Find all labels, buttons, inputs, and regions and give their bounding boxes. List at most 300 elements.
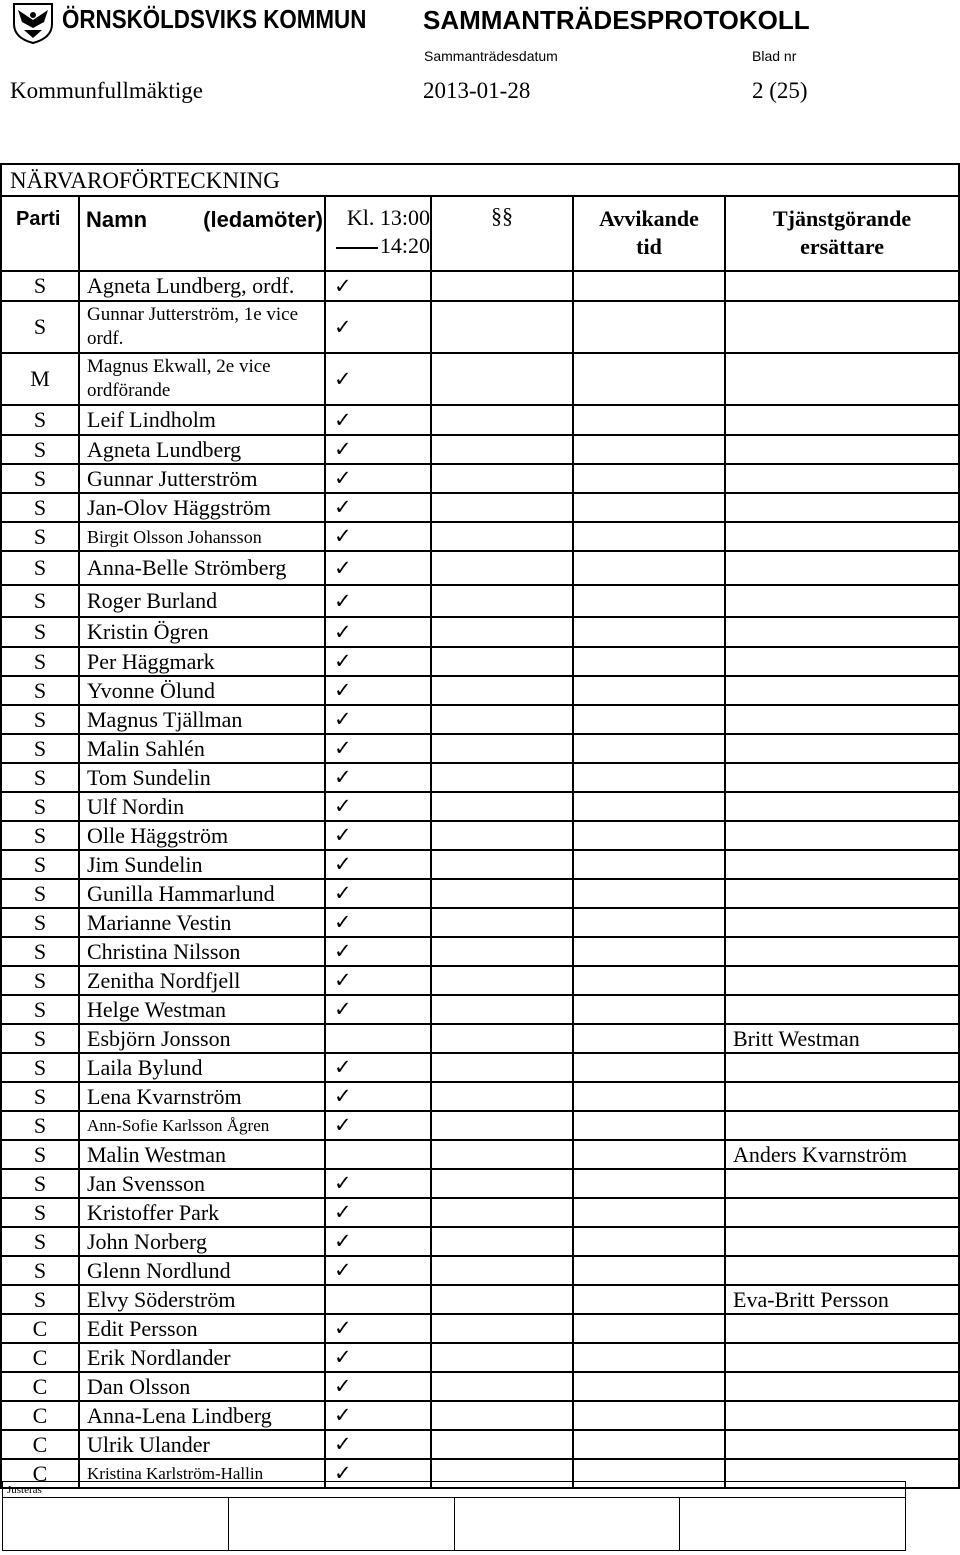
party-cell: S xyxy=(1,734,79,763)
deviating-time-cell xyxy=(573,1314,725,1343)
paragraph-cell xyxy=(431,1285,573,1314)
substitute-cell xyxy=(725,821,959,850)
signature-table xyxy=(2,1481,906,1551)
party-cell: S xyxy=(1,271,79,301)
deviating-time-cell xyxy=(573,464,725,493)
party-cell: S xyxy=(1,435,79,464)
paragraph-cell xyxy=(431,405,573,435)
present-cell xyxy=(325,1111,431,1140)
present-cell xyxy=(325,551,431,585)
signature-box xyxy=(454,1498,680,1551)
deviating-time-cell xyxy=(573,879,725,908)
substitute-cell xyxy=(725,301,959,353)
party-cell: S xyxy=(1,763,79,792)
member-name-cell: Ulf Nordin xyxy=(79,792,325,821)
deviating-time-cell xyxy=(573,1111,725,1140)
checkmark-icon: ✓ xyxy=(334,1345,352,1369)
substitute-cell xyxy=(725,647,959,676)
substitute-cell xyxy=(725,493,959,522)
checkmark-icon: ✓ xyxy=(334,881,352,905)
table-row xyxy=(1,493,959,522)
paragraph-cell xyxy=(431,493,573,522)
substitute-cell xyxy=(725,1343,959,1372)
member-name-cell: Kristin Ögren xyxy=(79,617,325,647)
checkmark-icon: ✓ xyxy=(334,852,352,876)
deviating-time-cell xyxy=(573,493,725,522)
substitute-cell xyxy=(725,1430,959,1459)
present-cell xyxy=(325,353,431,405)
paragraph-cell xyxy=(431,617,573,647)
substitute-cell xyxy=(725,1401,959,1430)
checkmark-icon: ✓ xyxy=(334,407,352,432)
table-row xyxy=(1,1430,959,1459)
paragraph-cell xyxy=(431,1111,573,1140)
present-cell xyxy=(325,1285,431,1314)
present-cell xyxy=(325,676,431,705)
member-name-cell: Anna-Belle Strömberg xyxy=(79,551,325,585)
present-cell xyxy=(325,1401,431,1430)
deviating-time-cell xyxy=(573,676,725,705)
party-cell: C xyxy=(1,1401,79,1430)
deviating-time-cell xyxy=(573,1053,725,1082)
paragraph-cell xyxy=(431,995,573,1024)
member-name-cell: Dan Olsson xyxy=(79,1372,325,1401)
member-name-cell: Roger Burland xyxy=(79,585,325,617)
checkmark-icon: ✓ xyxy=(334,794,352,818)
present-cell xyxy=(325,1082,431,1111)
deviating-time-cell xyxy=(573,435,725,464)
deviating-time-cell xyxy=(573,1169,725,1198)
present-cell xyxy=(325,995,431,1024)
substitute-cell xyxy=(725,617,959,647)
member-name-cell: Glenn Nordlund xyxy=(79,1256,325,1285)
table-row xyxy=(1,879,959,908)
table-row xyxy=(1,1285,959,1314)
deviating-time-cell xyxy=(573,1227,725,1256)
table-row xyxy=(1,585,959,617)
header-party: Parti xyxy=(1,196,79,271)
party-cell: C xyxy=(1,1314,79,1343)
table-row xyxy=(1,966,959,995)
member-name-cell: Jim Sundelin xyxy=(79,850,325,879)
substitute-cell xyxy=(725,1256,959,1285)
present-cell xyxy=(325,1053,431,1082)
party-cell: S xyxy=(1,1082,79,1111)
substitute-cell xyxy=(725,1053,959,1082)
substitute-cell xyxy=(725,585,959,617)
paragraph-cell xyxy=(431,435,573,464)
table-title: NÄRVAROFÖRTECKNING xyxy=(1,164,959,196)
paragraph-cell xyxy=(431,908,573,937)
deviating-time-cell xyxy=(573,705,725,734)
checkmark-icon: ✓ xyxy=(334,1258,352,1282)
paragraph-cell xyxy=(431,879,573,908)
party-cell: S xyxy=(1,1111,79,1140)
checkmark-icon: ✓ xyxy=(334,678,352,702)
paragraph-cell xyxy=(431,1024,573,1053)
deviating-time-cell xyxy=(573,1198,725,1227)
paragraph-cell xyxy=(431,850,573,879)
checkmark-icon: ✓ xyxy=(334,1084,352,1108)
present-cell xyxy=(325,821,431,850)
checkmark-icon: ✓ xyxy=(334,736,352,760)
party-cell: S xyxy=(1,821,79,850)
member-name-cell: Gunilla Hammarlund xyxy=(79,879,325,908)
present-cell xyxy=(325,1198,431,1227)
member-name-cell: Magnus Tjällman xyxy=(79,705,325,734)
checkmark-icon: ✓ xyxy=(334,1113,352,1137)
paragraph-cell xyxy=(431,1430,573,1459)
deviating-time-cell xyxy=(573,271,725,301)
checkmark-icon: ✓ xyxy=(334,939,352,963)
present-cell xyxy=(325,734,431,763)
present-cell xyxy=(325,1256,431,1285)
substitute-cell xyxy=(725,937,959,966)
deviating-time-cell xyxy=(573,353,725,405)
checkmark-icon: ✓ xyxy=(334,366,352,391)
checkmark-icon: ✓ xyxy=(334,495,352,519)
paragraph-cell xyxy=(431,1227,573,1256)
deviating-time-cell xyxy=(573,734,725,763)
deviating-time-cell xyxy=(573,405,725,435)
substitute-cell xyxy=(725,908,959,937)
member-name-cell: Jan Svensson xyxy=(79,1169,325,1198)
header-substitute: Tjänstgörande ersättare xyxy=(725,196,959,271)
signed-label: Justeras xyxy=(3,1482,906,1498)
substitute-cell xyxy=(725,792,959,821)
paragraph-cell xyxy=(431,301,573,353)
table-row xyxy=(1,1343,959,1372)
table-row xyxy=(1,763,959,792)
paragraph-cell xyxy=(431,1372,573,1401)
table-row xyxy=(1,647,959,676)
paragraph-cell xyxy=(431,937,573,966)
substitute-cell xyxy=(725,763,959,792)
member-name-cell: Laila Bylund xyxy=(79,1053,325,1082)
table-row xyxy=(1,821,959,850)
paragraph-cell xyxy=(431,585,573,617)
checkmark-icon: ✓ xyxy=(334,997,352,1021)
present-cell xyxy=(325,1169,431,1198)
table-row xyxy=(1,1198,959,1227)
substitute-cell xyxy=(725,734,959,763)
deviating-time-cell xyxy=(573,1343,725,1372)
deviating-time-cell xyxy=(573,763,725,792)
attendance-table xyxy=(0,163,960,1489)
document-type: SAMMANTRÄDESPROTOKOLL xyxy=(423,5,810,35)
member-name-cell: Gunnar Jutterström xyxy=(79,464,325,493)
substitute-cell: Britt Westman xyxy=(725,1024,959,1053)
member-name-cell: Malin Sahlén xyxy=(79,734,325,763)
deviating-time-cell xyxy=(573,585,725,617)
party-cell: C xyxy=(1,1372,79,1401)
party-cell: S xyxy=(1,1227,79,1256)
party-cell: S xyxy=(1,937,79,966)
checkmark-icon: ✓ xyxy=(334,968,352,992)
deviating-time-cell xyxy=(573,1285,725,1314)
party-cell: S xyxy=(1,301,79,353)
paragraph-cell xyxy=(431,734,573,763)
table-row xyxy=(1,1372,959,1401)
substitute-cell xyxy=(725,1198,959,1227)
table-row xyxy=(1,1053,959,1082)
table-row xyxy=(1,1227,959,1256)
substitute-cell xyxy=(725,1111,959,1140)
party-cell: S xyxy=(1,551,79,585)
present-cell xyxy=(325,705,431,734)
paragraph-cell xyxy=(431,1082,573,1111)
party-cell: S xyxy=(1,676,79,705)
checkmark-icon: ✓ xyxy=(334,823,352,847)
member-name-cell: Olle Häggström xyxy=(79,821,325,850)
party-cell: S xyxy=(1,908,79,937)
double-section-sign-icon: §§ xyxy=(491,203,513,228)
present-cell xyxy=(325,1314,431,1343)
checkmark-icon: ✓ xyxy=(334,619,352,644)
checkmark-icon: ✓ xyxy=(334,1461,352,1485)
member-name-cell: Edit Persson xyxy=(79,1314,325,1343)
present-cell xyxy=(325,879,431,908)
header-name: Namn (ledamöter) xyxy=(79,196,325,271)
table-row xyxy=(1,937,959,966)
deviating-time-cell xyxy=(573,1256,725,1285)
paragraph-cell xyxy=(431,647,573,676)
substitute-cell xyxy=(725,405,959,435)
member-name-cell: Leif Lindholm xyxy=(79,405,325,435)
checkmark-icon: ✓ xyxy=(334,1200,352,1224)
paragraph-cell xyxy=(431,1140,573,1169)
member-name-cell: Jan-Olov Häggström xyxy=(79,493,325,522)
paragraph-cell xyxy=(431,676,573,705)
signature-box xyxy=(3,1498,229,1551)
table-row xyxy=(1,1140,959,1169)
table-row xyxy=(1,1169,959,1198)
deviating-time-cell xyxy=(573,995,725,1024)
header-deviating-time: Avvikande tid xyxy=(573,196,725,271)
substitute-cell xyxy=(725,353,959,405)
substitute-cell xyxy=(725,464,959,493)
member-name-cell: Marianne Vestin xyxy=(79,908,325,937)
member-name-cell: Magnus Ekwall, 2e vice ordförande xyxy=(79,353,325,405)
paragraph-cell xyxy=(431,522,573,551)
deviating-time-cell xyxy=(573,617,725,647)
paragraph-cell xyxy=(431,551,573,585)
table-row xyxy=(1,1256,959,1285)
deviating-time-cell xyxy=(573,966,725,995)
member-name-cell: John Norberg xyxy=(79,1227,325,1256)
deviating-time-cell xyxy=(573,850,725,879)
member-name-cell: Agneta Lundberg xyxy=(79,435,325,464)
deviating-time-cell xyxy=(573,301,725,353)
present-cell xyxy=(325,908,431,937)
checkmark-icon: ✓ xyxy=(334,524,352,548)
deviating-time-cell xyxy=(573,937,725,966)
checkmark-icon: ✓ xyxy=(334,1229,352,1253)
paragraph-cell xyxy=(431,1198,573,1227)
substitute-cell xyxy=(725,1169,959,1198)
paragraph-cell xyxy=(431,353,573,405)
member-name-cell: Yvonne Ölund xyxy=(79,676,325,705)
table-row xyxy=(1,301,959,353)
paragraph-cell xyxy=(431,1401,573,1430)
deviating-time-cell xyxy=(573,1401,725,1430)
substitute-cell xyxy=(725,271,959,301)
table-row xyxy=(1,617,959,647)
paragraph-cell xyxy=(431,763,573,792)
party-cell: S xyxy=(1,1053,79,1082)
present-cell xyxy=(325,301,431,353)
party-cell: C xyxy=(1,1459,79,1488)
substitute-cell: Eva-Britt Persson xyxy=(725,1285,959,1314)
municipality-name: ÖRNSKÖLDSVIKS KOMMUN xyxy=(62,4,367,34)
present-cell xyxy=(325,1343,431,1372)
member-name-cell: Malin Westman xyxy=(79,1140,325,1169)
party-cell: S xyxy=(1,1285,79,1314)
checkmark-icon: ✓ xyxy=(334,437,352,461)
table-row xyxy=(1,1024,959,1053)
member-name-cell: Per Häggmark xyxy=(79,647,325,676)
present-cell xyxy=(325,763,431,792)
deviating-time-cell xyxy=(573,522,725,551)
substitute-cell xyxy=(725,850,959,879)
member-name-cell: Anna-Lena Lindberg xyxy=(79,1401,325,1430)
paragraph-cell xyxy=(431,705,573,734)
checkmark-icon: ✓ xyxy=(334,707,352,731)
paragraph-cell xyxy=(431,464,573,493)
substitute-cell xyxy=(725,1314,959,1343)
table-row xyxy=(1,435,959,464)
party-cell: S xyxy=(1,850,79,879)
table-row xyxy=(1,908,959,937)
checkmark-icon: ✓ xyxy=(334,588,352,613)
member-name-cell: Birgit Olsson Johansson xyxy=(79,522,325,551)
meeting-date: 2013-01-28 xyxy=(423,78,531,103)
substitute-cell xyxy=(725,705,959,734)
deviating-time-cell xyxy=(573,551,725,585)
present-cell xyxy=(325,405,431,435)
table-row xyxy=(1,522,959,551)
present-cell xyxy=(325,792,431,821)
present-cell xyxy=(325,435,431,464)
substitute-cell xyxy=(725,522,959,551)
paragraph-cell xyxy=(431,1169,573,1198)
deviating-time-cell xyxy=(573,1082,725,1111)
member-name-cell: Zenitha Nordfjell xyxy=(79,966,325,995)
party-cell: M xyxy=(1,353,79,405)
party-cell: S xyxy=(1,585,79,617)
paragraph-cell xyxy=(431,1343,573,1372)
header-mark xyxy=(431,196,573,271)
party-cell: S xyxy=(1,647,79,676)
present-cell xyxy=(325,271,431,301)
table-row xyxy=(1,792,959,821)
party-cell: S xyxy=(1,966,79,995)
paragraph-cell xyxy=(431,821,573,850)
substitute-cell xyxy=(725,1082,959,1111)
present-cell xyxy=(325,464,431,493)
present-cell xyxy=(325,522,431,551)
checkmark-icon: ✓ xyxy=(334,273,352,298)
table-row xyxy=(1,551,959,585)
party-cell: S xyxy=(1,522,79,551)
member-name-cell: Kristina Karlström-Hallin xyxy=(79,1459,325,1488)
party-cell: S xyxy=(1,493,79,522)
table-row xyxy=(1,405,959,435)
present-cell xyxy=(325,1227,431,1256)
paragraph-cell xyxy=(431,271,573,301)
member-name-cell: Erik Nordlander xyxy=(79,1343,325,1372)
deviating-time-cell xyxy=(573,821,725,850)
table-row xyxy=(1,995,959,1024)
checkmark-icon: ✓ xyxy=(334,1316,352,1340)
deviating-time-cell xyxy=(573,792,725,821)
checkmark-icon: ✓ xyxy=(334,765,352,789)
party-cell: S xyxy=(1,879,79,908)
deviating-time-cell xyxy=(573,1024,725,1053)
paragraph-cell xyxy=(431,1314,573,1343)
signature-box xyxy=(228,1498,454,1551)
table-row xyxy=(1,676,959,705)
party-cell: S xyxy=(1,705,79,734)
substitute-cell xyxy=(725,551,959,585)
present-cell xyxy=(325,966,431,995)
checkmark-icon: ✓ xyxy=(334,1171,352,1195)
member-name-cell: Ann-Sofie Karlsson Ågren xyxy=(79,1111,325,1140)
party-cell: S xyxy=(1,464,79,493)
party-cell: S xyxy=(1,995,79,1024)
present-cell xyxy=(325,1430,431,1459)
substitute-cell xyxy=(725,995,959,1024)
substitute-cell xyxy=(725,676,959,705)
table-row xyxy=(1,353,959,405)
substitute-cell xyxy=(725,879,959,908)
table-row xyxy=(1,850,959,879)
page-number: 2 (25) xyxy=(752,78,808,103)
assembly-name: Kommunfullmäktige xyxy=(10,78,203,103)
deviating-time-cell xyxy=(573,647,725,676)
member-name-cell: Agneta Lundberg, ordf. xyxy=(79,271,325,301)
substitute-cell: Anders Kvarnström xyxy=(725,1140,959,1169)
meeting-date-label: Sammanträdesdatum xyxy=(424,48,558,64)
paragraph-cell xyxy=(431,1256,573,1285)
checkmark-icon: ✓ xyxy=(334,555,352,580)
checkmark-icon: ✓ xyxy=(334,910,352,934)
checkmark-icon: ✓ xyxy=(334,649,352,673)
checkmark-icon: ✓ xyxy=(334,1374,352,1398)
party-cell: S xyxy=(1,1256,79,1285)
checkmark-icon: ✓ xyxy=(334,1055,352,1079)
party-cell: S xyxy=(1,1024,79,1053)
checkmark-icon: ✓ xyxy=(334,466,352,490)
checkmark-icon: ✓ xyxy=(334,1403,352,1427)
present-cell xyxy=(325,1140,431,1169)
party-cell: S xyxy=(1,1198,79,1227)
party-cell: S xyxy=(1,792,79,821)
substitute-cell xyxy=(725,1227,959,1256)
column-headers xyxy=(1,196,959,271)
member-name-cell: Helge Westman xyxy=(79,995,325,1024)
paragraph-cell xyxy=(431,792,573,821)
substitute-cell xyxy=(725,966,959,995)
table-row xyxy=(1,1401,959,1430)
table-row xyxy=(1,271,959,301)
member-name-cell: Gunnar Jutterström, 1e vice ordf. xyxy=(79,301,325,353)
deviating-time-cell xyxy=(573,1372,725,1401)
party-cell: S xyxy=(1,1140,79,1169)
member-name-cell: Esbjörn Jonsson xyxy=(79,1024,325,1053)
present-cell xyxy=(325,1024,431,1053)
party-cell: C xyxy=(1,1430,79,1459)
